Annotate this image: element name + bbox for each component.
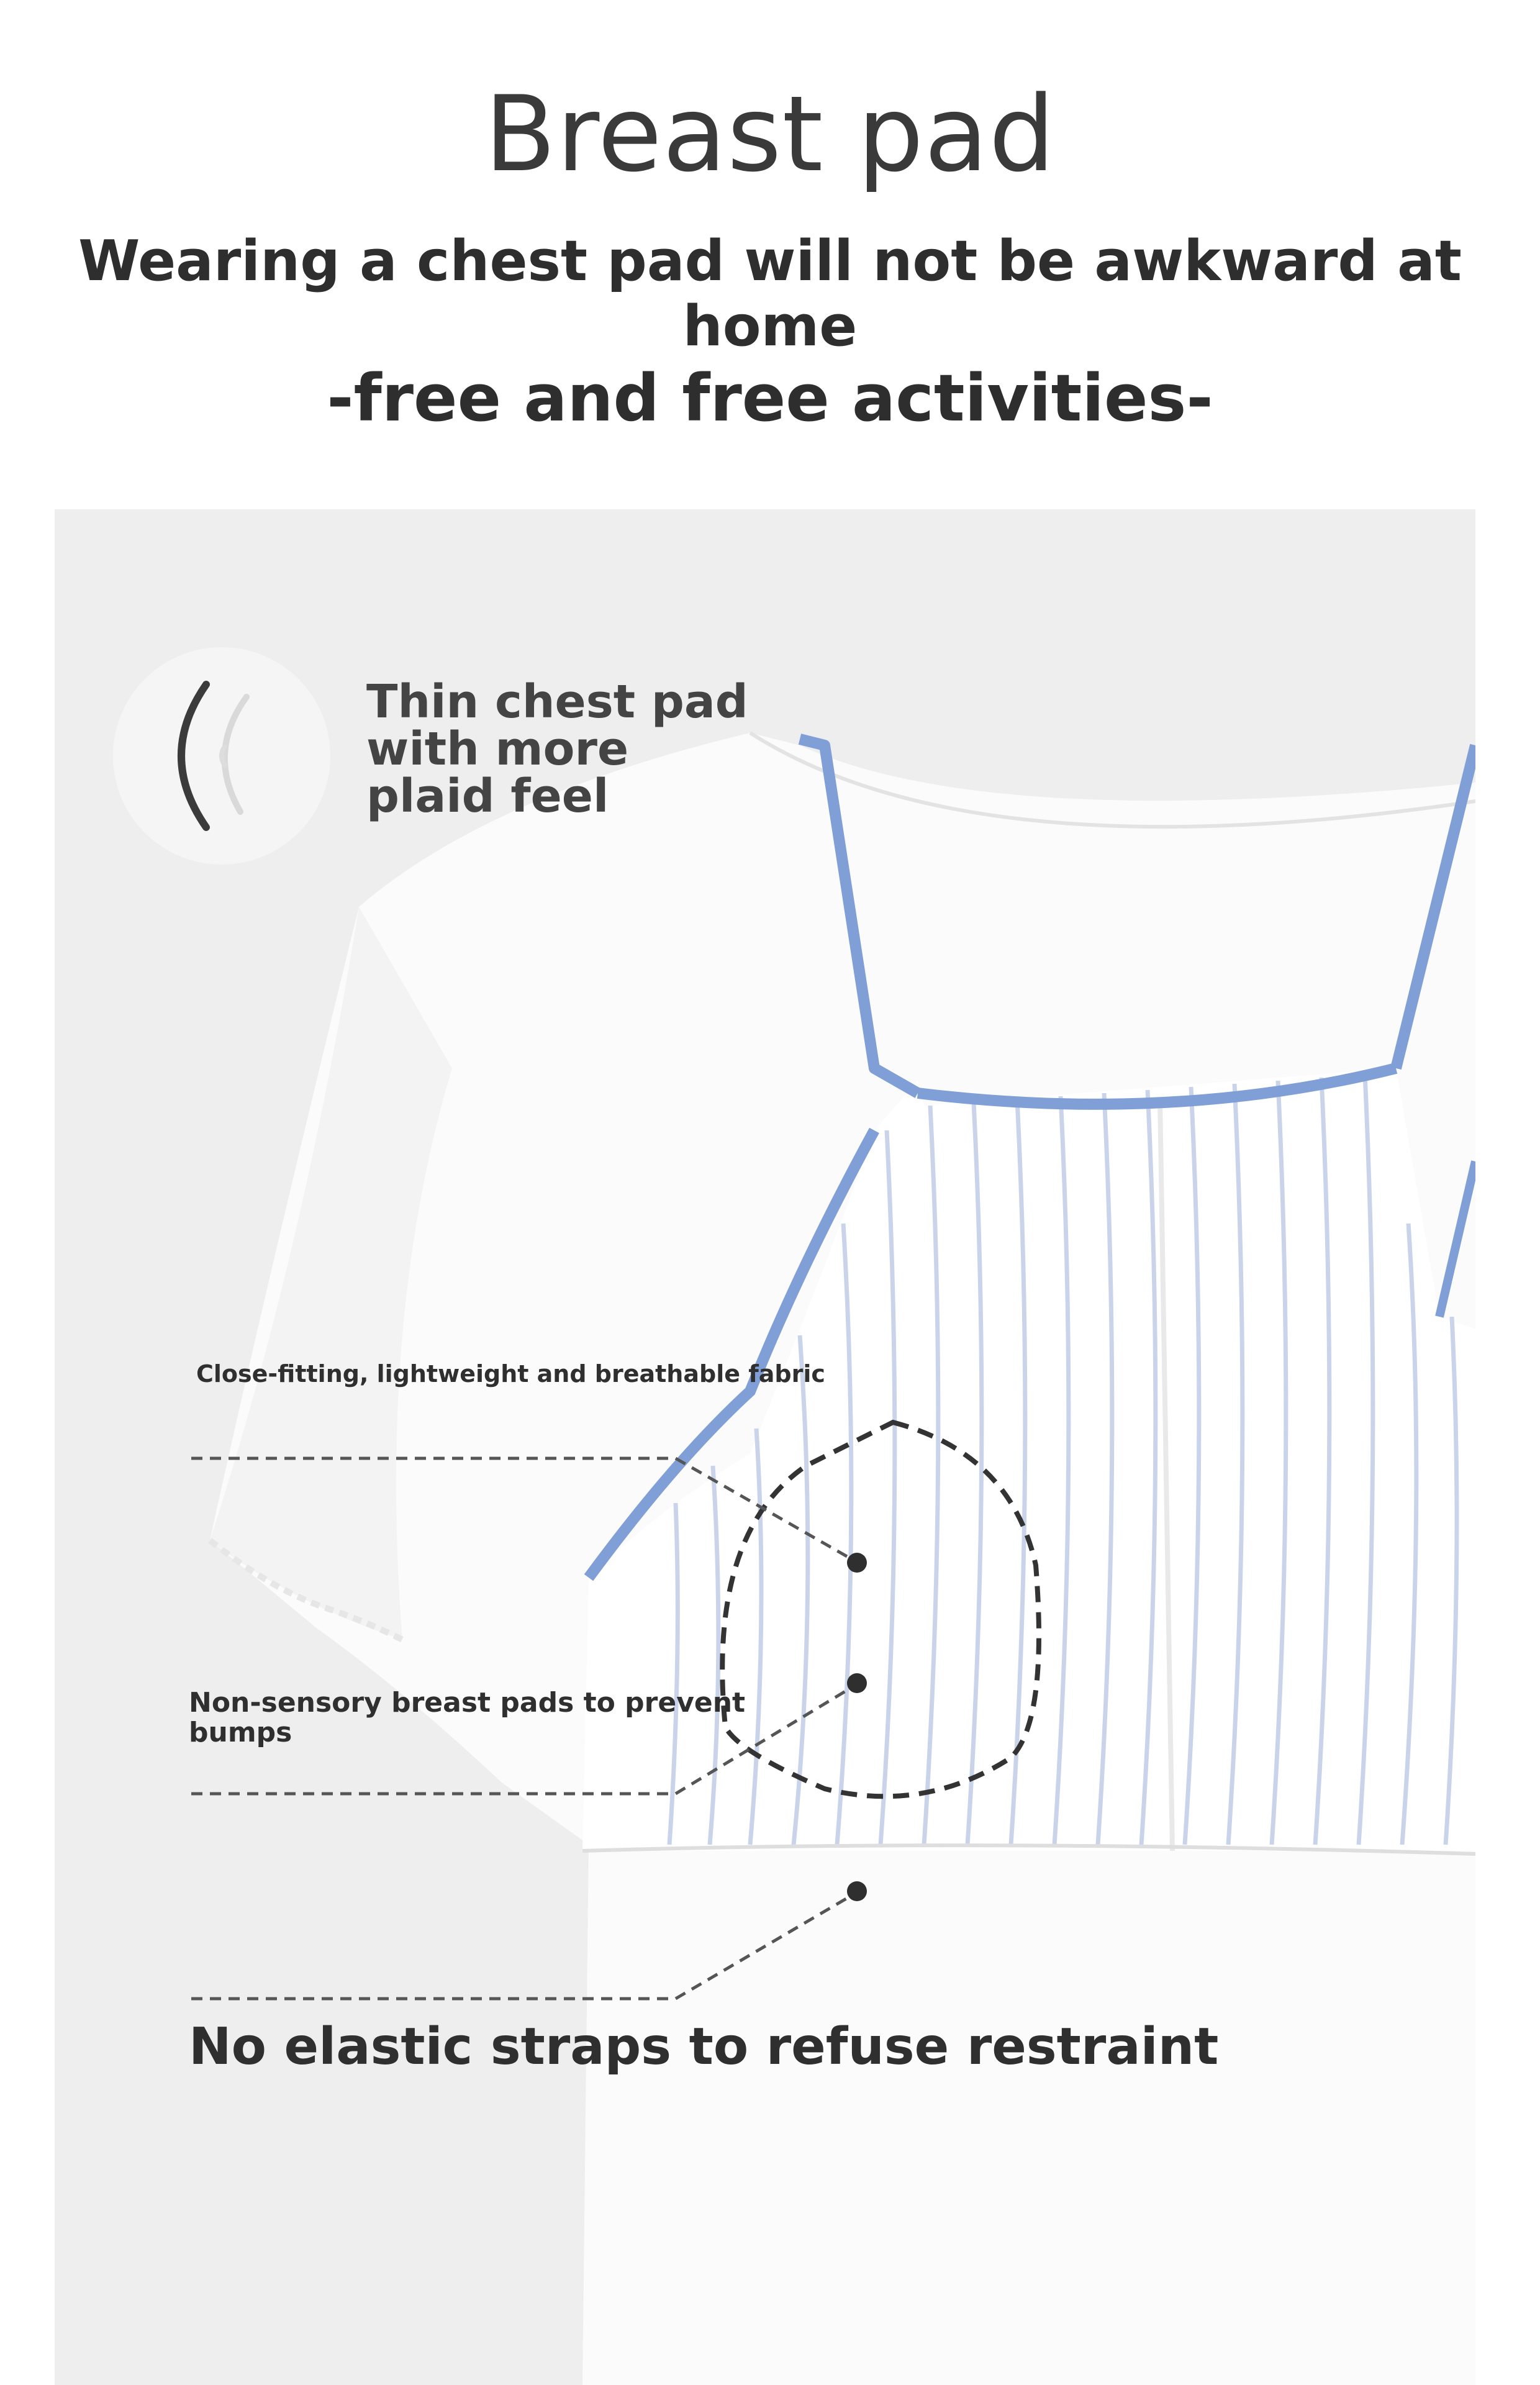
page-subtitle: Wearing a chest pad will not be awkward at home	[78, 229, 1462, 359]
pad-outline	[722, 1422, 1039, 1796]
straps-callout-dot	[847, 1881, 867, 1901]
pad-feature-text: Thin chest pad with more plaid feel	[366, 675, 748, 823]
pads-callout-dot	[847, 1673, 867, 1693]
pads-label: Non-sensory breast pads to prevent bumps	[189, 1687, 746, 1748]
fabric-callout-dot	[847, 1553, 867, 1573]
page-title: Breast pad	[484, 73, 1056, 195]
product-image-panel	[55, 509, 1475, 2385]
fabric-label: Close-fitting, lightweight and breathable fabric	[196, 1360, 825, 1388]
callout-lines	[55, 509, 1475, 2385]
page-tagline: -free and free activities-	[327, 360, 1213, 436]
straps-label: No elastic straps to refuse restraint	[189, 2017, 1219, 2076]
